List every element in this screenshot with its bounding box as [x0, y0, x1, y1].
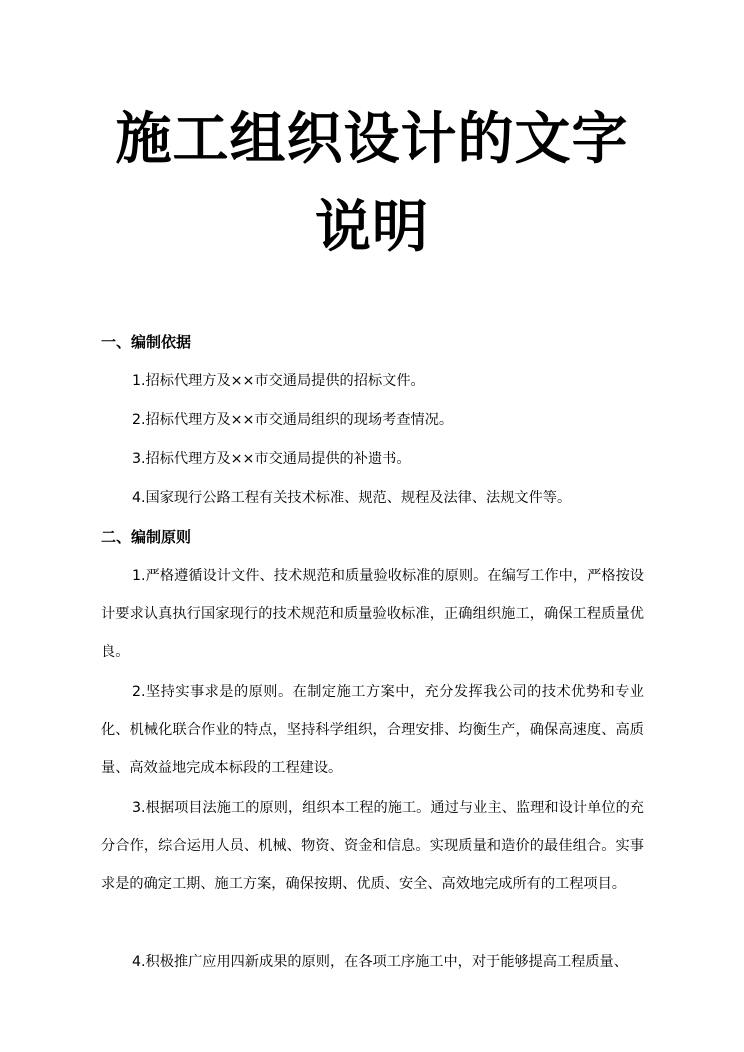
basis-item-4: 4.国家现行公路工程有关技术标准、规范、规程及法律、法规文件等。: [132, 490, 572, 506]
section-heading-basis: 一、编制依据: [101, 333, 192, 351]
document-title: 施工组织设计的文字说明: [115, 107, 629, 260]
principle-item-3: 3.根据项目法施工的原则，组织本工程的施工。通过与业主、监理和设计单位的充分合作，综合运用人员、机械、物资、资金和信息。实现质量和造价的最佳组合。实事求是的确定工期、施工方案，确保按期、优质、安全、高效地完成所有的工程项目。: [101, 800, 644, 892]
principle-item-1: 1.严格遵循设计文件、技术规范和质量验收标准的原则。在编写工作中，严格按设计要求认真执行国家现行的技术规范和质量验收标准，正确组织施工，确保工程质量优良。: [101, 568, 644, 660]
basis-item-1: 1.招标代理方及××市交通局提供的招标文件。: [132, 373, 425, 389]
basis-item-3: 3.招标代理方及××市交通局提供的补遗书。: [132, 451, 411, 467]
principle-item-4: 4.积极推广应用四新成果的原则，在各项工序施工中，对于能够提高工程质量、: [132, 954, 628, 970]
section-heading-principles: 二、编制原则: [101, 528, 192, 546]
principle-item-2: 2.坚持实事求是的原则。在制定施工方案中，充分发挥我公司的技术优势和专业化、机械化联合作业的特点，坚持科学组织，合理安排、均衡生产，确保高速度、高质量、高效益地完成本标段的工程建设。: [101, 684, 644, 776]
basis-item-2: 2.招标代理方及××市交通局组织的现场考查情况。: [132, 412, 454, 428]
